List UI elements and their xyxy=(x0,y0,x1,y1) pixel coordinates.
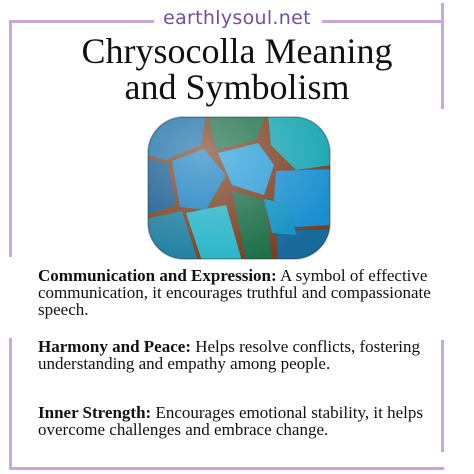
section-text: Helps resolve conflicts, fostering understanding and empathy among people. xyxy=(38,337,420,373)
frame-bottom xyxy=(9,467,444,470)
section-communication xyxy=(38,267,450,318)
section-heading: Harmony and Peace: xyxy=(38,337,191,356)
section-harmony xyxy=(38,338,450,372)
section-inner-strength xyxy=(38,404,450,438)
section-heading: Communication and Expression: xyxy=(38,266,277,285)
brand-logo: earthlysoul.net xyxy=(163,7,311,29)
title-line-2: and Symbolism xyxy=(124,67,350,107)
title-line-1: Chrysocolla Meaning xyxy=(81,31,393,71)
page-title xyxy=(0,33,474,105)
section-text: A symbol of effective communication, it encourages truthful and compassionate speech. xyxy=(38,266,431,319)
section-text: Encourages emotional stability, it helps overcome challenges and embrace change. xyxy=(38,403,423,439)
chrysocolla-stone-image xyxy=(146,115,332,261)
frame-left-vertical-lower xyxy=(9,338,12,470)
section-heading: Inner Strength: xyxy=(38,403,152,422)
